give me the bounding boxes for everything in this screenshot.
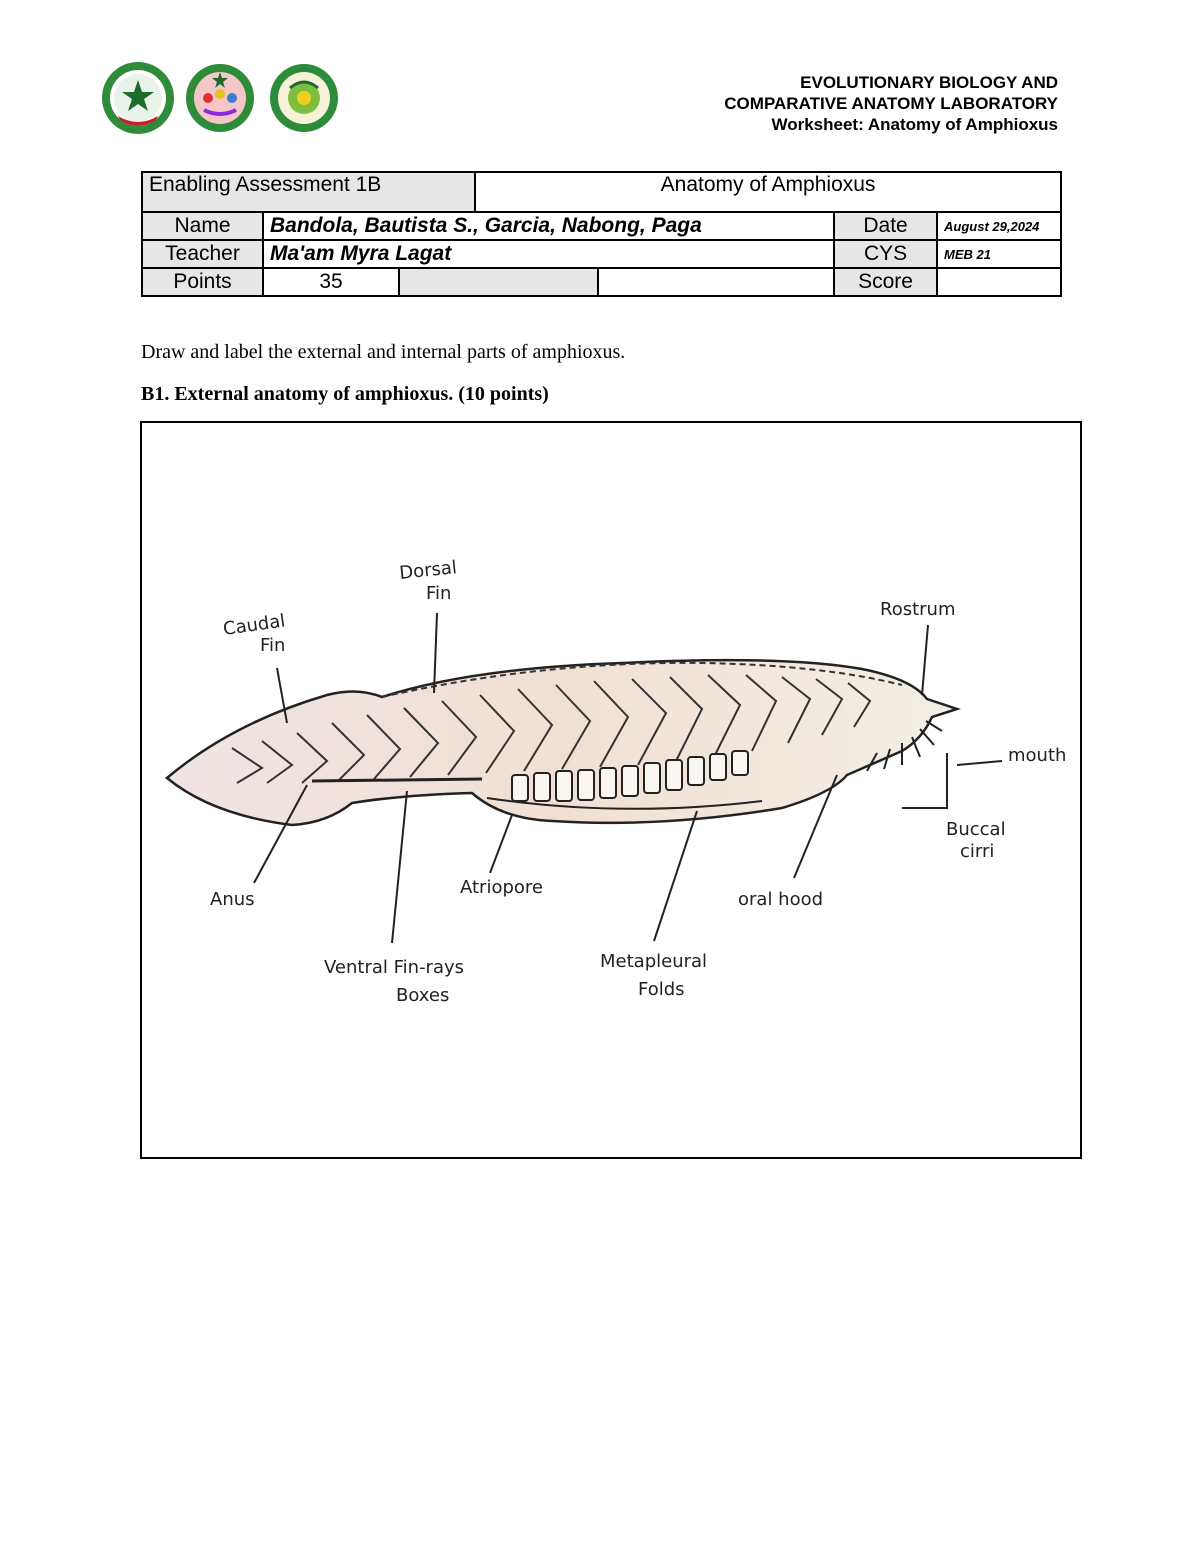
header-line-2: COMPARATIVE ANATOMY LABORATORY (724, 94, 1058, 113)
atriopore-leader (490, 815, 512, 873)
label-anus: Anus (210, 889, 255, 910)
teacher-label: Teacher (142, 240, 263, 268)
section-title: B1. External anatomy of amphioxus. (10 points) (141, 383, 549, 405)
label-buccal-cirri-2: cirri (960, 841, 995, 862)
name-label: Name (142, 212, 263, 240)
label-oral-hood: oral hood (738, 889, 824, 910)
label-ventral-fin-rays-2: Boxes (396, 985, 450, 1006)
assessment-info-table (141, 171, 1062, 297)
buccal-cirri-bracket (902, 753, 947, 808)
label-dorsal-fin-2: Fin (426, 583, 452, 604)
label-caudal-fin-2: Fin (260, 635, 286, 656)
metapleural-folds-leader (654, 811, 697, 941)
label-mouth: mouth (1008, 745, 1067, 766)
dorsal-fin-leader (434, 613, 437, 693)
label-rostrum: Rostrum (880, 599, 956, 620)
label-atriopore: Atriopore (460, 877, 543, 898)
label-dorsal-fin-1: Dorsal (398, 557, 458, 584)
university-seal-icon (102, 62, 174, 134)
assessment-title-cell: Enabling Assessment 1B (142, 172, 475, 212)
teacher-value[interactable]: Ma'am Myra Lagat (263, 240, 834, 268)
label-metapleural-folds-2: Folds (638, 979, 685, 1000)
label-metapleural-folds-1: Metapleural (600, 951, 708, 972)
amphioxus-drawing (142, 423, 1080, 1157)
logo-group (100, 58, 345, 140)
topic-title-cell: Anatomy of Amphioxus (475, 172, 1061, 212)
cys-label: CYS (834, 240, 937, 268)
mouth-leader (957, 761, 1002, 765)
date-label: Date (834, 212, 937, 240)
points-value: 35 (263, 268, 399, 296)
points-blank (598, 268, 834, 296)
college-seal-icon (186, 64, 254, 132)
points-label: Points (142, 268, 263, 296)
rostrum-leader (922, 625, 928, 695)
label-caudal-fin-1: Caudal (221, 610, 287, 640)
score-value[interactable] (937, 268, 1061, 296)
drawing-frame (140, 421, 1082, 1159)
lab-header (724, 72, 1058, 135)
points-blank-shaded (399, 268, 598, 296)
ventral-fin-line (312, 779, 482, 781)
date-value[interactable]: August 29,2024 (937, 212, 1061, 240)
header-line-1: EVOLUTIONARY BIOLOGY AND (800, 73, 1058, 92)
label-ventral-fin-rays-1: Ventral Fin-rays (324, 957, 465, 978)
name-value[interactable]: Bandola, Bautista S., Garcia, Nabong, Paga (263, 212, 834, 240)
score-label: Score (834, 268, 937, 296)
instruction-text: Draw and label the external and internal parts of amphioxus. (141, 341, 626, 363)
cys-value[interactable]: MEB 21 (937, 240, 1061, 268)
label-buccal-cirri-1: Buccal (946, 819, 1006, 840)
header-line-3: Worksheet: Anatomy of Amphioxus (771, 115, 1058, 134)
department-seal-icon (270, 64, 338, 132)
ventral-fin-rays-leader (392, 791, 407, 943)
